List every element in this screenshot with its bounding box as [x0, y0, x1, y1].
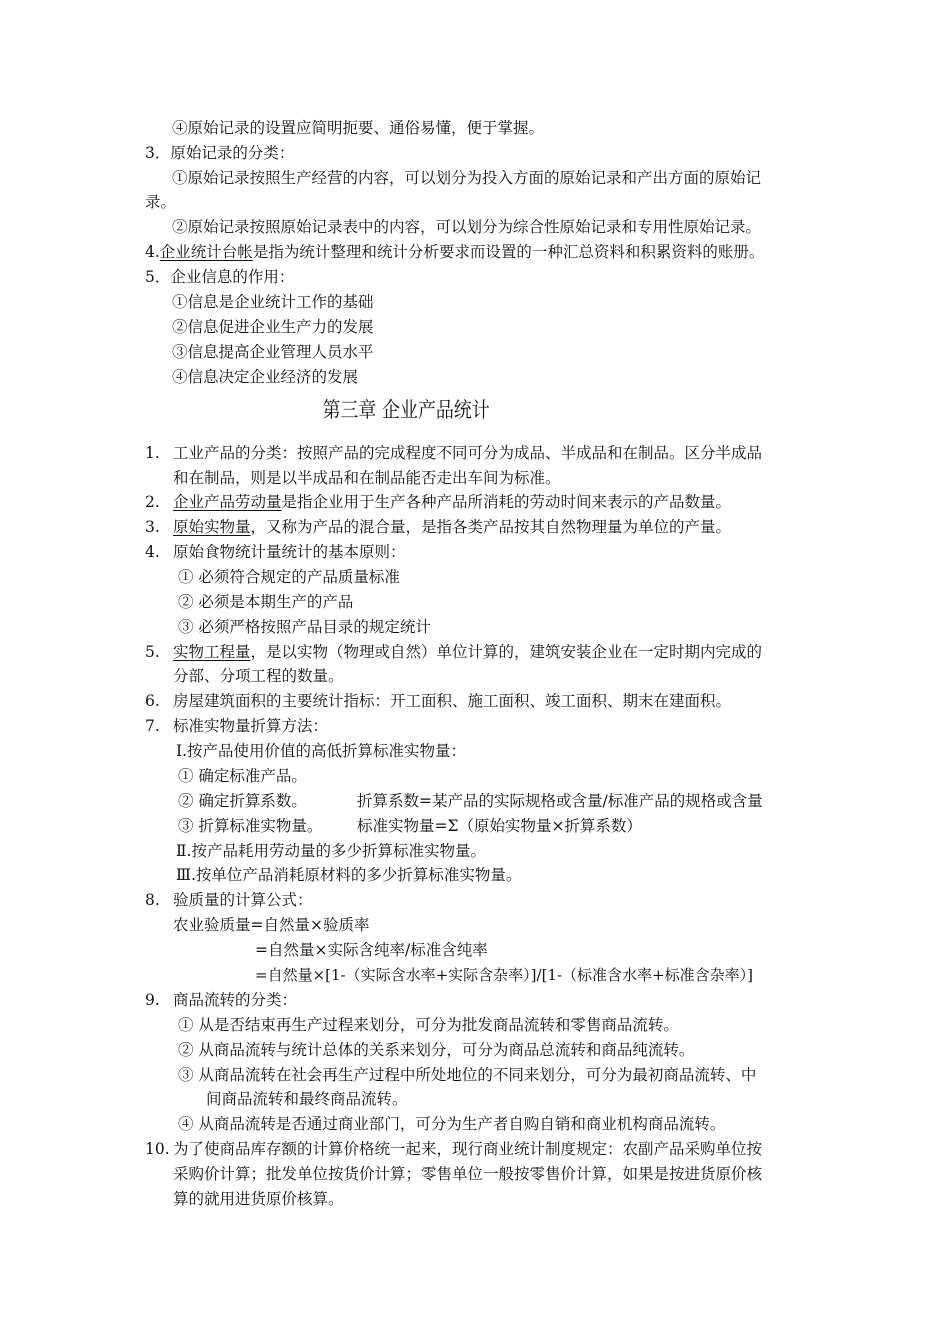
sub-item: ① 必须符合规定的产品质量标准 — [178, 568, 400, 586]
text-line: ④原始记录的设置应简明扼要、通俗易懂，便于掌握。 — [172, 119, 545, 137]
text-line: 录。 — [145, 193, 177, 211]
underlined-term: 企业产品劳动量 — [173, 493, 282, 511]
text-line: ③信息提高企业管理人员水平 — [172, 343, 374, 361]
item-number: 2. — [145, 493, 160, 511]
text-line: ②原始记录按照原始记录表中的内容，可以划分为综合性原始记录和专用性原始记录。 — [172, 218, 762, 236]
text-line: ④信息决定企业经济的发展 — [172, 368, 359, 386]
item-number: 4. — [145, 543, 160, 561]
formula: 农业验质量=自然量×验质率 — [173, 916, 370, 934]
sub-item: ② 确定折算系数。 — [178, 792, 307, 810]
text-line: 和在制品，则是以半成品和在制品能否走出车间为标准。 — [173, 469, 561, 487]
sub-item: ③ 必须严格按照产品目录的规定统计 — [178, 618, 431, 636]
underlined-term: 企业统计台帐 — [159, 243, 253, 261]
item-number: 1. — [145, 444, 160, 462]
text-span: ，又称为产品的混合量，是指各类产品按其自然物理量为单位的产量。 — [250, 518, 732, 536]
text-span: 是指企业用于生产各种产品所消耗的劳动时间来表示的产品数量。 — [281, 493, 732, 511]
item-number: 4. — [145, 243, 160, 261]
chapter-title: 第三章 企业产品统计 — [322, 398, 490, 422]
text-line — [173, 640, 762, 665]
text-line: 标准实物量折算方法： — [173, 717, 329, 735]
item-number: 10. — [145, 1140, 170, 1158]
text-line: 房屋建筑面积的主要统计指标：开工面积、施工面积、竣工面积、期末在建面积。 — [173, 692, 732, 710]
text-line: 间商品流转和最终商品流转。 — [206, 1090, 408, 1108]
sub-item: ② 从商品流转与统计总体的关系来划分，可分为商品总流转和商品纯流转。 — [178, 1041, 695, 1059]
item-number: 3. — [145, 518, 160, 536]
text-line: ①信息是企业统计工作的基础 — [172, 293, 374, 311]
text-line: 为了使商品库存额的计算价格统一起来，现行商业统计制度规定：农副产品采购单位按 — [173, 1140, 763, 1158]
sub-item: ③ 从商品流转在社会再生产过程中所处地位的不同来划分，可分为最初商品流转、中 — [178, 1066, 757, 1084]
text-line — [173, 490, 731, 515]
text-line: 3．原始记录的分类： — [145, 144, 295, 162]
underlined-term: 原始实物量 — [173, 518, 251, 536]
text-line: 采购价计算；批发单位按货价计算；零售单位一般按零售价计算，如果是按进货原价核 — [173, 1165, 763, 1183]
sub-item: ② 必须是本期生产的产品 — [178, 593, 354, 611]
text-line: 工业产品的分类：按照产品的完成程度不同可分为成品、半成品和在制品。区分半成品 — [173, 444, 763, 462]
text-line: ②信息促进企业生产力的发展 — [172, 318, 374, 336]
sub-item: ① 从是否结束再生产过程来划分，可分为批发商品流转和零售商品流转。 — [178, 1016, 679, 1034]
sub-item: ① 确定标准产品。 — [178, 767, 307, 785]
text-line: 分部、分项工程的数量。 — [173, 667, 344, 685]
text-line: 原始食物统计量统计的基本原则： — [173, 543, 406, 561]
formula: =自然量×[1-（实际含水率+实际含杂率）]/[1-（标准含水率+标准含杂率）] — [255, 966, 753, 984]
text-line: 算的就用进货原价核算。 — [173, 1190, 344, 1208]
sub-item: ③ 折算标准实物量。 — [178, 817, 323, 835]
text-line — [173, 515, 731, 540]
item-number: 6. — [145, 692, 160, 710]
text-line: Ⅱ.按产品耗用劳动量的多少折算标准实物量。 — [176, 842, 486, 860]
text-line: Ⅰ.按产品使用价值的高低折算标准实物量： — [176, 742, 467, 760]
underlined-term: 实物工程量 — [173, 643, 251, 661]
item-number: 8. — [145, 891, 160, 909]
text-line: 5．企业信息的作用： — [145, 268, 295, 286]
formula: 折算系数=某产品的实际规格或含量/标准产品的规格或含量 — [357, 792, 763, 810]
text-line: 验质量的计算公式： — [173, 891, 313, 909]
item-number: 9. — [145, 991, 160, 1009]
text-line: Ⅲ.按单位产品消耗原材料的多少折算标准实物量。 — [176, 866, 522, 884]
sub-item: ④ 从商品流转是否通过商业部门，可分为生产者自购自销和商业机构商品流转。 — [178, 1115, 726, 1133]
formula: 标准实物量=Σ（原始实物量×折算系数） — [357, 817, 642, 835]
text-span: 是指为统计整理和统计分析要求而设置的一种汇总资料和积累资料的账册。 — [252, 243, 765, 261]
text-span: ，是以实物（物理或自然）单位计算的，建筑安装企业在一定时期内完成的 — [250, 643, 763, 661]
text-line — [145, 240, 764, 265]
item-number: 5. — [145, 643, 160, 661]
text-line: 商品流转的分类： — [173, 991, 298, 1009]
item-number: 7. — [145, 717, 160, 735]
text-line: ①原始记录按照生产经营的内容，可以划分为投入方面的原始记录和产出方面的原始记 — [172, 169, 762, 187]
formula: =自然量×实际含纯率/标准含纯率 — [255, 941, 488, 959]
